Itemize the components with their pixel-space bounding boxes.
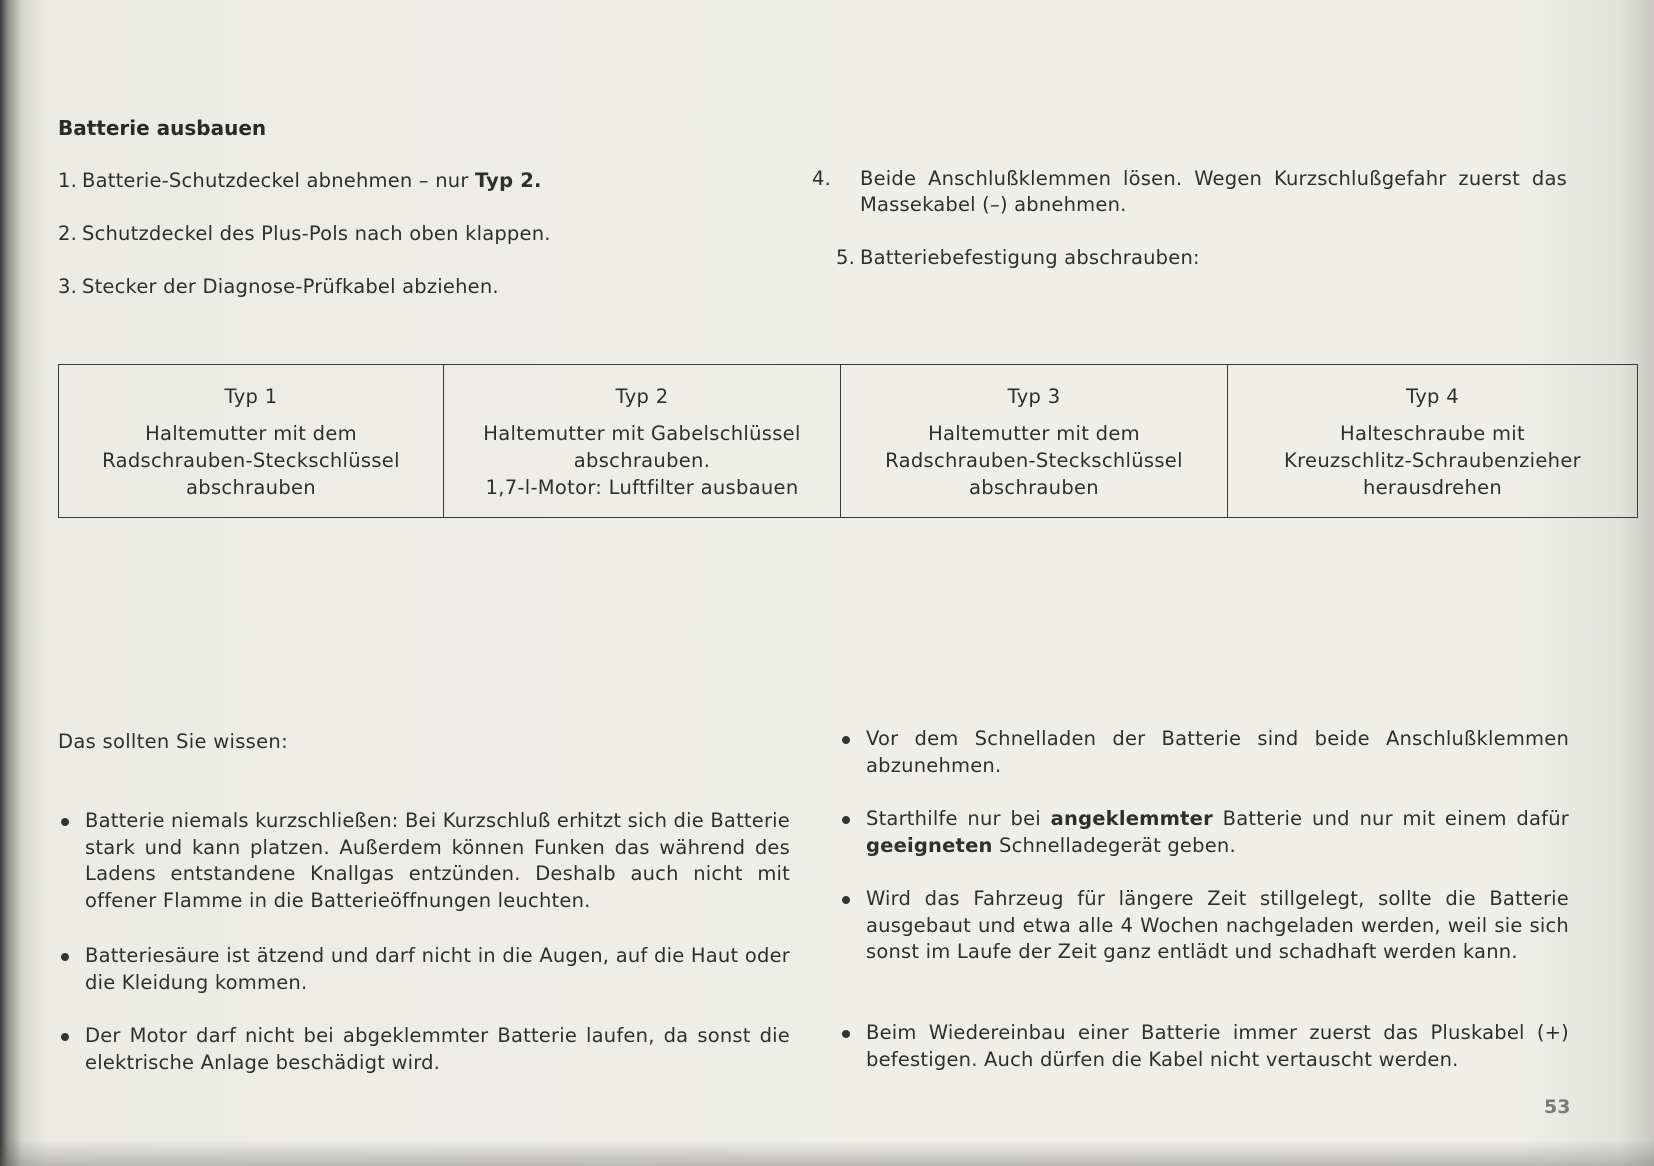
step-text: Beide Anschlußklemmen lösen. Wegen Kurzschlußgefahr zuerst das Massekabel (–) abnehmen. (860, 167, 1567, 216)
type-line: abschrauben (969, 476, 1099, 499)
type-title: Typ 1 (224, 385, 278, 408)
bullet-bold-text: angeklemmter (1050, 807, 1213, 830)
type-line: abschrauben. (573, 449, 711, 472)
bullet-item (866, 806, 1569, 859)
step-number: 1. (58, 169, 78, 192)
bullet-text: Der Motor darf nicht bei abgeklemmter Batterie laufen, da sonst die elektrische Anlage beschädigt wird. (85, 1024, 790, 1074)
section-heading: Batterie ausbauen (58, 116, 267, 140)
bullet-item (866, 1020, 1569, 1073)
type-title: Typ 4 (1406, 385, 1459, 408)
step-4 (812, 166, 1567, 218)
bullet-dot-icon (842, 896, 850, 904)
type-title: Typ 3 (1007, 385, 1061, 408)
type-title: Typ 2 (615, 385, 669, 408)
bullet-text: Starthilfe nur bei (866, 807, 1051, 830)
bullet-dot-icon (61, 1033, 69, 1041)
type-line: herausdrehen (1362, 476, 1503, 499)
step-text: Batterie-Schutzdeckel abnehmen – nur (82, 169, 475, 192)
bullet-item (866, 886, 1569, 966)
type-cell-2 (444, 365, 841, 518)
type-line: Radschrauben-Steckschlüssel (102, 449, 400, 472)
bullet-text: Beim Wiedereinbau einer Batterie immer zuerst das Pluskabel (+) befestigen. Auch dürfen die Kabel nicht vertauscht werden. (866, 1021, 1569, 1071)
info-title: Das sollten Sie wissen: (58, 730, 288, 753)
bullet-dot-icon (842, 736, 850, 744)
type-line: abschrauben (186, 476, 316, 499)
step-number: 2. (58, 222, 78, 245)
bullet-bold-text: geeigneten (866, 833, 993, 857)
step-text: Schutzdeckel des Plus-Pols nach oben klappen. (82, 222, 551, 245)
step-number: 4. (812, 167, 832, 190)
type-cell-4 (1228, 365, 1638, 518)
step-bold-text: Typ 2. (474, 169, 542, 192)
step-5 (836, 245, 1567, 271)
step-number: 3. (58, 275, 78, 298)
page-edge-shadow (0, 1140, 1654, 1166)
bullet-item (85, 808, 790, 914)
step-number: 5. (836, 246, 856, 269)
type-line: Kreuzschlitz-Schraubenzieher (1284, 449, 1581, 472)
step-text: Batteriebefestigung abschrauben: (860, 246, 1200, 269)
bullet-text: Vor dem Schnelladen der Batterie sind beide Anschlußklemmen abzunehmen. (866, 727, 1569, 777)
bullet-dot-icon (61, 818, 69, 826)
bullet-text: Batterie niemals kurzschließen: Bei Kurzschluß erhitzt sich die Batterie stark und kann platzen. Außerdem können Funken das während des Ladens entstandene Knallgas entzünden. Deshalb auch nicht mit offener Flamme in die Batterieöffnungen leuchten. (85, 809, 790, 912)
step-3 (58, 274, 778, 300)
step-1 (58, 168, 778, 194)
bullet-item (85, 943, 790, 996)
type-line: 1,7-l-Motor: Luftfilter ausbauen (485, 476, 799, 499)
step-text: Stecker der Diagnose-Prüfkabel abziehen. (82, 275, 499, 298)
type-line: Radschrauben-Steckschlüssel (885, 449, 1183, 472)
bullet-text: Schnelladegerät geben. (992, 833, 1236, 857)
bullet-item (85, 1023, 790, 1076)
bullet-text: Wird das Fahrzeug für längere Zeit stillgelegt, sollte die Batterie ausgebaut und etwa alle 4 Wochen nachgeladen werden, weil sie sich sonst im Laufe der Zeit ganz entlädt und schadhaft werden kann. (866, 887, 1569, 963)
bullet-item (866, 726, 1569, 779)
type-cell-3 (841, 365, 1228, 518)
type-line: Haltemutter mit dem (928, 422, 1140, 445)
type-cell-1 (59, 365, 444, 518)
bullet-dot-icon (842, 816, 850, 824)
bullet-dot-icon (61, 953, 69, 961)
page-number: 53 (1544, 1096, 1571, 1118)
bullet-dot-icon (842, 1030, 850, 1038)
type-line: Haltemutter mit Gabelschlüssel (483, 422, 801, 445)
type-line: Haltemutter mit dem (145, 422, 357, 445)
type-line: Halteschraube mit (1340, 422, 1525, 445)
battery-types-table (58, 364, 1638, 518)
bullet-text: Batterie und nur mit einem dafür (1212, 807, 1569, 830)
bullet-text: Batteriesäure ist ätzend und darf nicht in die Augen, auf die Haut oder die Kleidung kommen. (85, 944, 790, 994)
step-2 (58, 221, 778, 247)
